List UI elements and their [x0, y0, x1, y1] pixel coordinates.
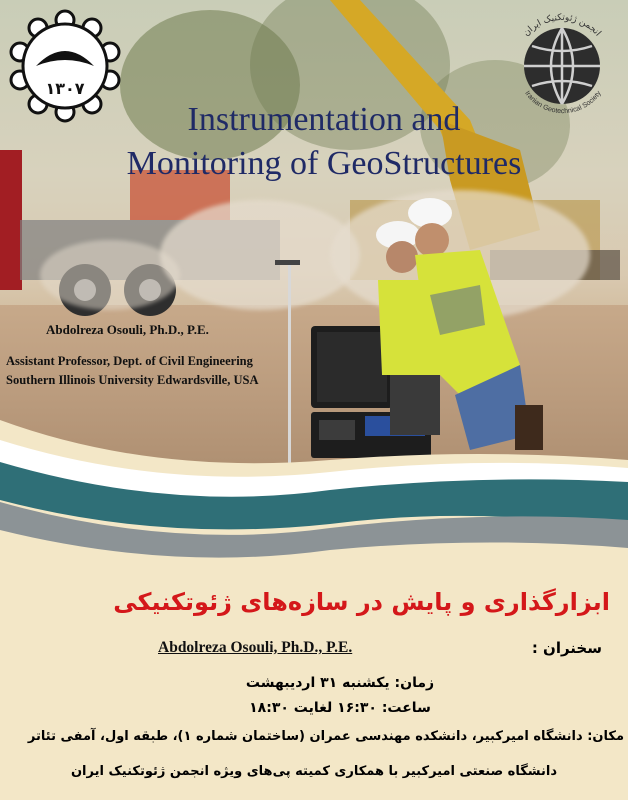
persian-speaker-label: سخنران : [531, 639, 602, 657]
persian-speaker-line [150, 637, 620, 665]
title-line-2: Monitoring of GeoStructures [126, 145, 522, 182]
speaker-info [6, 322, 326, 390]
persian-speaker-name: Abdolreza Osouli, Ph.D., P.E. [158, 639, 353, 656]
speaker-position-2: Southern Illinois University Edwardsville, USA [6, 373, 259, 387]
event-place: مکان: دانشگاه امیرکبیر، دانشکده مهندسی عمران (ساختمان شماره ۱)، طبقه اول، آمفی تئاتر [27, 729, 624, 744]
decorative-waves [0, 420, 628, 580]
page-title [44, 98, 604, 186]
emblem-year: ۱۳۰۷ [45, 79, 85, 98]
society-name-fa: انجمن ژئوتکنیک ایران [521, 12, 603, 39]
speaker-name: Abdolreza Osouli, Ph.D., P.E. [46, 322, 209, 337]
society-name-en: Iranian Geotechnical Society [523, 89, 603, 116]
persian-title: ابزارگذاری و پایش در سازه‌های ژئوتکنیکی [113, 588, 610, 616]
event-date: زمان: یکشنبه ۳۱ اردیبهشت [245, 675, 435, 691]
workers-illustration [360, 185, 560, 460]
event-cooperation: دانشگاه صنعتی امیرکبیر با همکاری کمیته پی‌های ویژه انجمن ژئوتکنیک ایران [70, 764, 558, 779]
event-time: ساعت: ۱۶:۳۰ لغایت ۱۸:۳۰ [249, 700, 431, 716]
title-line-1: Instrumentation and [187, 101, 461, 138]
dust-cloud [40, 240, 180, 310]
speaker-position-1: Assistant Professor, Dept. of Civil Engineering [6, 354, 253, 368]
